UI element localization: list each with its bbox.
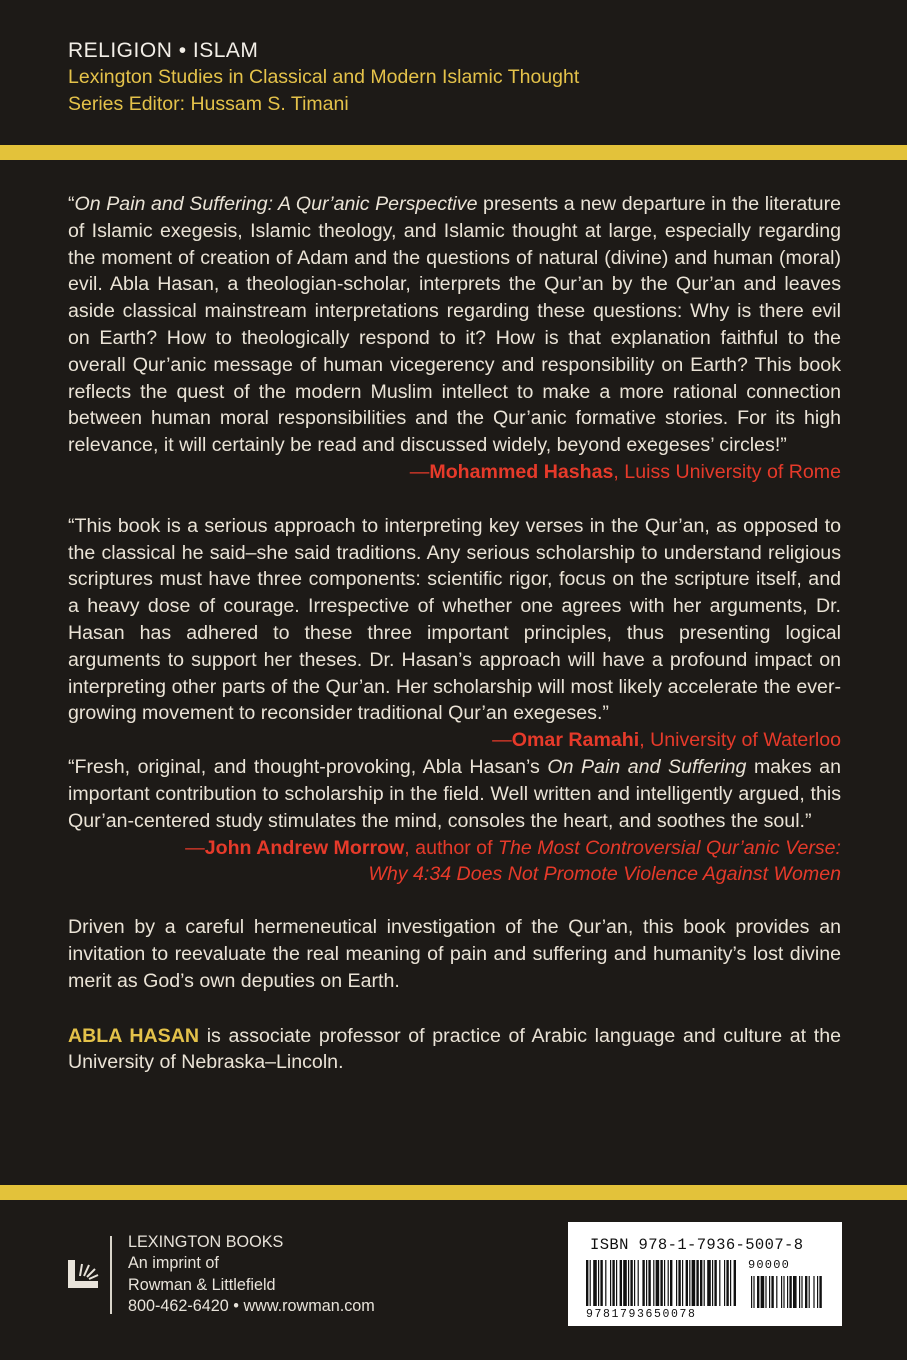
barcode-bar (700, 1260, 702, 1306)
barcode-bar (586, 1260, 588, 1306)
top-gold-band (0, 145, 907, 160)
barcode-bar (692, 1260, 696, 1306)
barcode-addon-bar (813, 1276, 814, 1308)
barcode-bar (623, 1260, 627, 1306)
barcode-bar (696, 1260, 698, 1306)
barcode-addon-bar (771, 1276, 773, 1308)
blurb-3-attribution-cont: Why 4:34 Does Not Promote Violence Against Women (368, 863, 841, 886)
barcode-bar (653, 1260, 654, 1306)
blurb-3-attribution: —John Andrew Morrow, author of The Most Controversial Qur’anic Verse: (185, 836, 841, 859)
back-cover-text (68, 191, 841, 1076)
barcode-addon-bar (789, 1276, 791, 1308)
barcode-bar (648, 1260, 650, 1306)
book-title: On Pain and Suffering: A Qur’anic Perspective (74, 193, 478, 215)
barcode-bar (712, 1260, 713, 1306)
barcode-bar (634, 1260, 635, 1306)
barcode-addon-bar (757, 1276, 759, 1308)
barcode-bar (676, 1260, 677, 1306)
author-bio: ABLA HASAN is associate professor of practice of Arabic language and culture at the University of Nebraska–Lincoln. (68, 1024, 841, 1074)
blurb-1: “On Pain and Suffering: A Qur’anic Perspective presents a new departure in the literature of Islamic exegesis, Islamic theology, and Islamic thought at large, especially regarding the moment of creation of Adam and the questions of natural (divine) and human (moral) evil. Abla Hasan, a theologian-scholar, interprets the Qur’an by the Qur’an and leaves aside classical mainstream interpretations regarding these questions: Why is there evil on Earth? How to theologically respond to it? How is that explanation faithful to the overall Qur’anic message of human vicegerency and responsibility on Earth? This book reflects the quest of the modern Muslim intellect to make a more rational connection between human moral responsibilities and the Qur’anic formative stories. For its high relevance, it will certainly be read and discussed widely, beyond exegeses’ circles!” (68, 193, 841, 457)
barcode-addon-bar (753, 1276, 754, 1308)
barcode-addon-bar (799, 1276, 800, 1308)
blurb-1-attribution: —Mohammed Hashas, Luiss University of Rome (409, 460, 841, 483)
barcode (568, 1222, 842, 1326)
barcode-bar (730, 1260, 731, 1306)
barcode-bar (734, 1260, 736, 1306)
isbn-label: ISBN 978-1-7936-5007-8 (590, 1236, 804, 1254)
barcode-bar (719, 1260, 720, 1306)
barcode-bar (682, 1260, 683, 1306)
lexington-logo-icon (66, 1258, 100, 1296)
barcode-bar (660, 1260, 662, 1306)
barcode-bar (610, 1260, 611, 1306)
publisher-info: LEXINGTON BOOKS An imprint of Rowman & Littlefield 800-462-6420 • www.rowman.com (128, 1232, 375, 1317)
barcode-bar (686, 1260, 688, 1306)
book-description: Driven by a careful hermeneutical investigation of the Qur’an, this book provides an invitation to reevaluate the real meaning of pain and suffering and humanity’s lost divine merit as God’s own deputies on Earth. (68, 916, 841, 992)
barcode-bar (707, 1260, 711, 1306)
barcode-bar (590, 1260, 591, 1306)
barcode-addon-bar (817, 1276, 818, 1308)
blurb-3: “Fresh, original, and thought-provoking, Abla Hasan’s On Pain and Suffering makes an important contribution to scholarship in the field. Well written and intelligently argued, this Qur’an-centered study stimulates the mind, consoles the heart, and soothes the soul.” (68, 756, 841, 832)
barcode-bar (646, 1260, 647, 1306)
barcode-addon-bar (783, 1276, 784, 1308)
barcode-bar (656, 1260, 660, 1306)
barcode-bar (724, 1260, 725, 1306)
publisher-contact: 800-462-6420 • www.rowman.com (128, 1296, 375, 1315)
barcode-addon-bar (805, 1276, 807, 1308)
series-editor: Series Editor: Hussam S. Timani (68, 93, 349, 115)
endorser-name: Omar Ramahi (511, 729, 640, 752)
barcode-bar (678, 1260, 680, 1306)
barcode-addon-bar (776, 1276, 777, 1308)
barcode-addon-bar (751, 1276, 752, 1308)
publisher-name: LEXINGTON BOOKS (128, 1233, 284, 1251)
barcode-bar (628, 1260, 629, 1306)
barcode-addon-bar (809, 1276, 810, 1308)
barcode-bar (668, 1260, 669, 1306)
barcode-bar (689, 1260, 690, 1306)
barcode-bar (630, 1260, 632, 1306)
barcode-bar (605, 1260, 606, 1306)
barcode-ean: 9781793650078 (586, 1308, 697, 1321)
barcode-bar (598, 1260, 599, 1306)
barcode-addon-bar (765, 1276, 766, 1308)
blurb-2-attribution: —Omar Ramahi, University of Waterloo (492, 729, 841, 752)
barcode-addon-bar (761, 1276, 765, 1308)
endorser-book-title: The Most Controversial Qur’anic Verse: (497, 836, 841, 859)
barcode-bar (642, 1260, 644, 1306)
series-title: Lexington Studies in Classical and Modern Islamic Thought (68, 66, 580, 88)
category-label: RELIGION • ISLAM (68, 39, 259, 62)
barcode-bar (704, 1260, 705, 1306)
barcode-addon-bar (787, 1276, 788, 1308)
author-name: ABLA HASAN (68, 1024, 200, 1047)
barcode-bar (714, 1260, 716, 1306)
barcode-addon: 90000 (748, 1258, 791, 1272)
book-title: On Pain and Suffering (547, 756, 747, 779)
barcode-bar (600, 1260, 602, 1306)
barcode-bar (664, 1260, 665, 1306)
bottom-gold-band (0, 1185, 907, 1200)
endorser-name: Mohammed Hashas (429, 460, 614, 483)
endorser-name: John Andrew Morrow (204, 836, 405, 859)
barcode-bar (726, 1260, 728, 1306)
footer-divider (110, 1236, 112, 1314)
barcode-addon-bar (769, 1276, 770, 1308)
blurb-2: “This book is a serious approach to interpreting key verses in the Qur’an, as opposed to the classical he said–she said traditions. Any serious scholarship to understand religious scriptures must have three components: scientific rigor, focus on the scripture itself, and a heavy dose of courage. Irrespective of whether one agrees with her arguments, Dr. Hasan has adhered to these three important principles, thus presenting logical arguments to support her theses. Dr. Hasan’s approach will have a profound impact on interpreting other parts of the Qur’an. Her scholarship will most likely accelerate the ever-growing movement to reconsider traditional Qur’an exegeses.” —Omar Ramahi, University of Waterloo (68, 513, 841, 727)
barcode-addon-bar (793, 1276, 797, 1308)
barcode-addon-bar (819, 1276, 821, 1308)
barcode-bar (670, 1260, 672, 1306)
barcode-bar (593, 1260, 597, 1306)
barcode-bar (638, 1260, 639, 1306)
barcode-addon-bar (801, 1276, 802, 1308)
barcode-bar (616, 1260, 617, 1306)
barcode-bar (612, 1260, 614, 1306)
header (68, 38, 579, 118)
barcode-bar (620, 1260, 622, 1306)
barcode-addon-bar (781, 1276, 782, 1308)
